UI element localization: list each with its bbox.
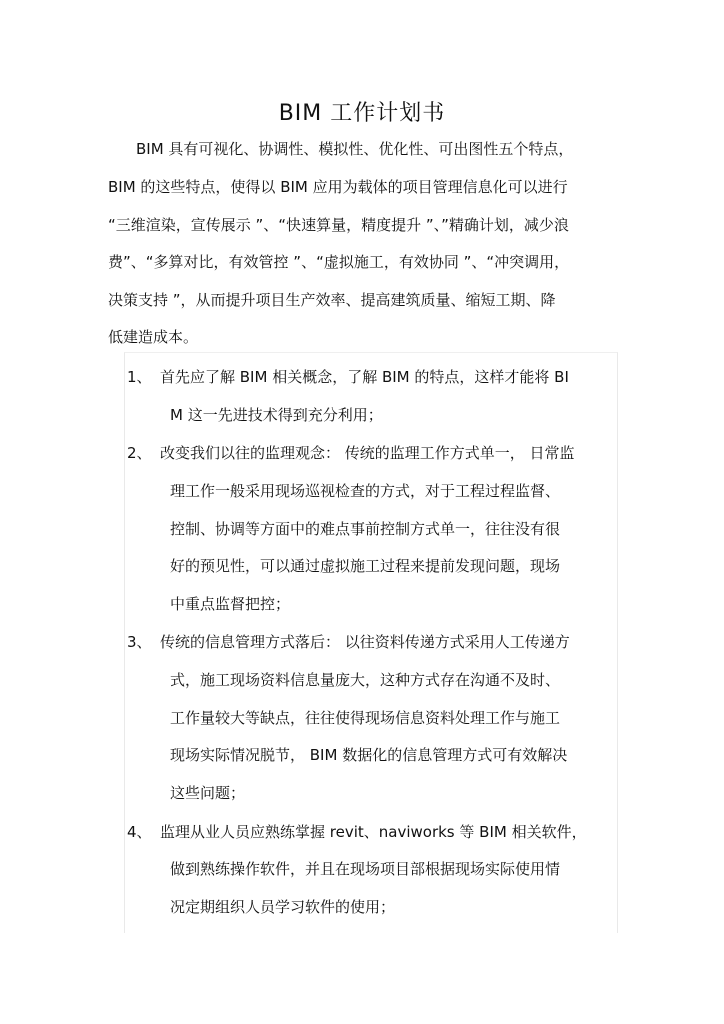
item-line: M 这一先进技术得到充分利用； — [170, 406, 383, 424]
intro-line: 费”、“多算对比，有效管控 ”、“虚拟施工，有效协同 ”、“冲突调用， — [108, 253, 570, 271]
item-number: 4、 — [127, 823, 152, 841]
item-line: 理工作一般采用现场巡视检查的方式，对于工程过程监督、 — [170, 482, 561, 500]
item-number: 3、 — [127, 633, 152, 651]
intro-line: “三维渲染，宣传展示 ”、“快速算量，精度提升 ”、”精确计划，减少浪 — [108, 216, 569, 234]
item-line: 况定期组织人员学习软件的使用； — [170, 898, 396, 916]
item-line: 式，施工现场资料信息量庞大，这种方式存在沟通不及时、 — [170, 671, 561, 689]
item-line: 首先应了解 BIM 相关概念，了解 BIM 的特点，这样才能将 BI — [160, 368, 569, 386]
item-line: 监理从业人员应熟练掌握 revit、naviworks 等 BIM 相关软件， — [160, 823, 587, 841]
item-line: 改变我们以往的监理观念： 传统的监理工作方式单一， 日常监 — [160, 444, 575, 462]
item-line: 工作量较大等缺点，往往使得现场信息资料处理工作与施工 — [170, 709, 561, 727]
item-line: 传统的信息管理方式落后： 以往资料传递方式采用人工传递方 — [160, 633, 570, 651]
document-title: BIM 工作计划书 — [278, 101, 446, 126]
intro-line: BIM 具有可视化、协调性、模拟性、优化性、可出图性五个特点， — [136, 140, 574, 158]
item-line: 控制、协调等方面中的难点事前控制方式单一，往往没有很 — [170, 520, 561, 538]
item-number: 2、 — [127, 444, 152, 462]
item-number: 1、 — [127, 368, 152, 386]
intro-line: BIM 的这些特点，使得以 BIM 应用为载体的项目管理信息化可以进行 — [108, 178, 568, 196]
item-line: 现场实际情况脱节， BIM 数据化的信息管理方式可有效解决 — [170, 746, 568, 764]
item-line: 做到熟练操作软件，并且在现场项目部根据现场实际使用情 — [170, 860, 561, 878]
intro-line: 决策支持 ”，从而提升项目生产效率、提高建筑质量、缩短工期、降 — [108, 291, 556, 309]
item-line: 这些问题； — [170, 784, 246, 802]
item-line: 好的预见性，可以通过虚拟施工过程来提前发现问题，现场 — [170, 557, 561, 575]
intro-line: 低建造成本。 — [108, 328, 199, 346]
item-line: 中重点监督把控； — [170, 595, 291, 613]
